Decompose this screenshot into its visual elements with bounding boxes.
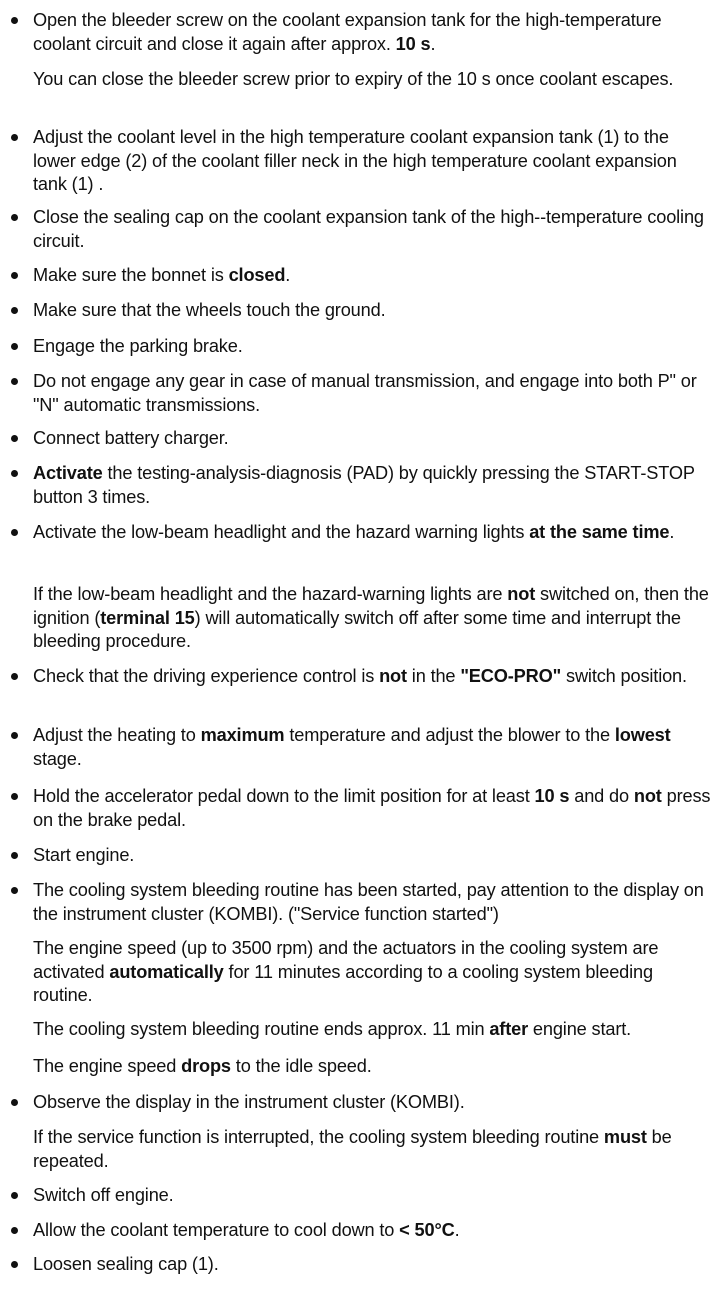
bullet-icon: [11, 887, 18, 894]
bullet-icon: [11, 343, 18, 350]
step-text: switch position.: [561, 666, 687, 686]
emphasis-text: lowest: [614, 725, 671, 745]
step-0: [33, 9, 713, 56]
step-22: [33, 1184, 713, 1208]
step-10: [33, 521, 713, 545]
step-text: Check that the driving experience control is: [33, 666, 380, 686]
step-text: engine start.: [528, 1019, 632, 1039]
step-23: [33, 1219, 713, 1243]
bullet-icon: [11, 435, 18, 442]
emphasis-text: must: [603, 1127, 647, 1147]
note-17: [33, 937, 713, 1008]
step-text: .: [430, 33, 436, 54]
bullet-icon: [11, 673, 18, 680]
emphasis-text: 10 s: [395, 33, 431, 54]
step-text: to the idle speed.: [230, 1056, 372, 1076]
step-text: The engine speed (up to 3500 rpm) and the actuators in the cooling system are activated: [33, 938, 659, 982]
step-text: .: [454, 1220, 460, 1240]
step-text: ) will automatically switch off after some time and interrupt the bleeding procedure.: [33, 607, 681, 651]
emphasis-text: not: [633, 786, 662, 806]
step-text: switched on, then the ignition (: [33, 584, 709, 628]
step-text: Open the bleeder screw on the coolant expansion tank for the high-temperature coolant circuit and close it again after approx.: [33, 10, 662, 54]
step-text: The cooling system bleeding routine has been started, pay attention to the display on the instrument cluster (KOMBI). ("Service function started"): [33, 880, 704, 924]
step-text: Do not engage any gear in case of manual transmission, and engage into both P" or "N" automatic transmissions.: [33, 371, 697, 415]
bullet-icon: [11, 307, 18, 314]
step-text: Close the sealing cap on the coolant expansion tank of the high--temperature cooling circuit.: [33, 207, 704, 251]
bullet-icon: [11, 470, 18, 477]
step-8: [33, 427, 713, 451]
emphasis-text: closed: [228, 265, 286, 285]
bullet-icon: [11, 1261, 18, 1268]
step-6: [33, 335, 713, 359]
step-text: be repeated.: [33, 1127, 672, 1171]
note-21: [33, 1126, 713, 1173]
step-text: You can close the bleeder screw prior to expiry of the 10 s once coolant escapes.: [33, 69, 674, 89]
step-20: [33, 1091, 713, 1115]
bullet-icon: [11, 134, 18, 141]
bullet-icon: [11, 732, 18, 739]
emphasis-text: drops: [181, 1056, 231, 1076]
step-text: Start engine.: [33, 845, 135, 865]
bullet-icon: [11, 852, 18, 859]
step-24: [33, 1253, 713, 1277]
step-12: [33, 665, 713, 689]
step-text: Activate the low-beam headlight and the hazard warning lights: [33, 522, 530, 542]
bullet-icon: [11, 214, 18, 221]
emphasis-text: Activate: [33, 463, 103, 483]
bullet-icon: [11, 529, 18, 536]
bullet-icon: [11, 378, 18, 385]
step-text: Observe the display in the instrument cluster (KOMBI).: [33, 1092, 465, 1112]
note-18: [33, 1018, 713, 1042]
step-text: Engage the parking brake.: [33, 336, 243, 356]
step-text: temperature and adjust the blower to the: [284, 725, 615, 745]
step-text: If the service function is interrupted, the cooling system bleeding routine: [33, 1127, 604, 1147]
emphasis-text: 10 s: [534, 786, 570, 806]
step-text: Adjust the heating to: [33, 725, 201, 745]
note-1: [33, 68, 713, 92]
bullet-icon: [11, 272, 18, 279]
step-9: [33, 462, 713, 509]
step-text: If the low-beam headlight and the hazard-warning lights are: [33, 584, 508, 604]
bullet-icon: [11, 1099, 18, 1106]
emphasis-text: < 50°C: [399, 1220, 455, 1240]
step-text: .: [669, 522, 675, 542]
emphasis-text: automatically: [109, 961, 224, 982]
step-16: [33, 879, 713, 926]
emphasis-text: maximum: [200, 725, 285, 745]
step-text: stage.: [33, 748, 82, 769]
step-text: The cooling system bleeding routine ends approx. 11 min: [33, 1019, 490, 1039]
step-text: Hold the accelerator pedal down to the limit position for at least: [33, 786, 535, 806]
step-13: [33, 724, 713, 771]
step-text: Allow the coolant temperature to cool down to: [33, 1220, 400, 1240]
step-4: [33, 264, 713, 288]
step-14: [33, 785, 713, 832]
emphasis-text: terminal 15: [100, 607, 195, 628]
emphasis-text: after: [489, 1019, 528, 1039]
emphasis-text: not: [507, 584, 536, 604]
step-text: Loosen sealing cap (1).: [33, 1254, 219, 1274]
emphasis-text: "ECO-PRO": [460, 666, 562, 686]
step-text: The engine speed: [33, 1056, 182, 1076]
step-text: Connect battery charger.: [33, 428, 229, 448]
note-11: [33, 583, 713, 654]
step-2: [33, 126, 713, 197]
step-text: Switch off engine.: [33, 1185, 174, 1205]
emphasis-text: at the same time: [529, 522, 670, 542]
step-text: for 11 minutes according to a cooling system bleeding routine.: [33, 961, 653, 1005]
step-text: in the: [406, 666, 461, 686]
step-text: .: [285, 265, 291, 285]
bullet-icon: [11, 17, 18, 24]
bullet-icon: [11, 1192, 18, 1199]
step-5: [33, 299, 713, 323]
note-19: [33, 1055, 713, 1079]
step-text: Adjust the coolant level in the high temperature coolant expansion tank (1) to the lower edge (2) of the coolant filler neck in the high temperature coolant expansion tank (1) .: [33, 127, 677, 194]
step-text: the testing-analysis-diagnosis (PAD) by quickly pressing the START-STOP button 3 times.: [33, 463, 695, 507]
step-3: [33, 206, 713, 253]
step-text: and do: [569, 786, 634, 806]
step-text: Make sure that the wheels touch the ground.: [33, 300, 386, 320]
bullet-icon: [11, 793, 18, 800]
emphasis-text: not: [379, 666, 407, 686]
step-text: press on the brake pedal.: [33, 786, 711, 830]
bullet-icon: [11, 1227, 18, 1234]
step-7: [33, 370, 713, 417]
step-15: [33, 844, 713, 868]
step-text: Make sure the bonnet is: [33, 265, 229, 285]
